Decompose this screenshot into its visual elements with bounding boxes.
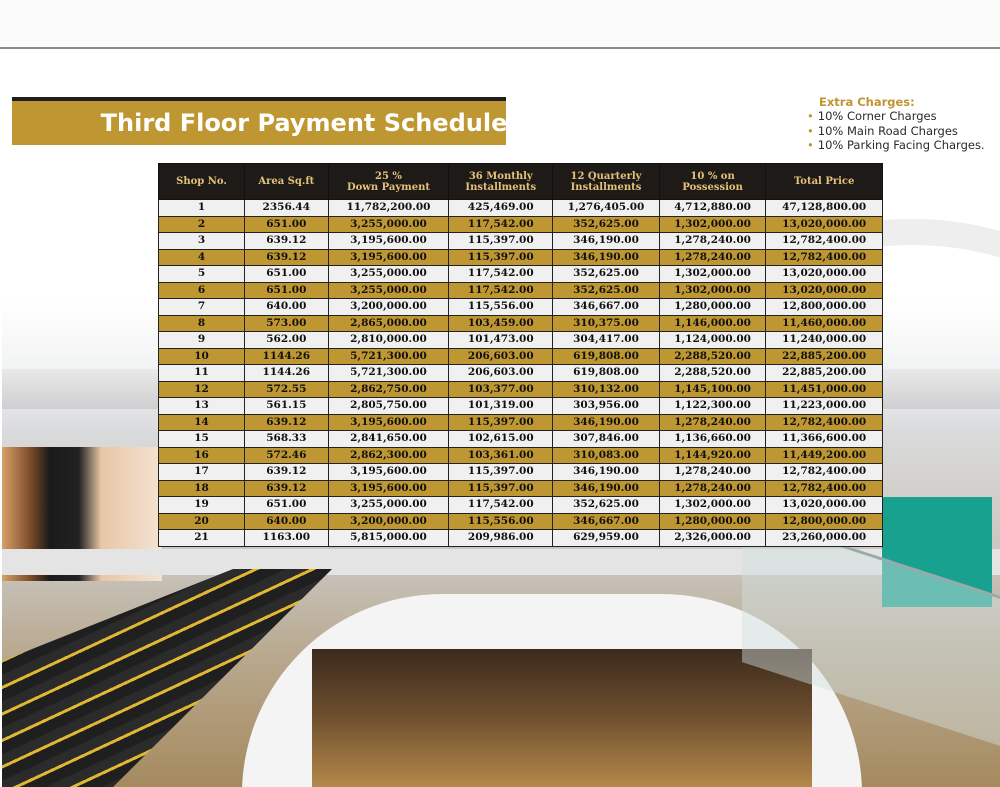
- table-cell: 1,278,240.00: [659, 480, 766, 497]
- table-cell: 651.00: [245, 266, 329, 283]
- table-cell: 1,302,000.00: [659, 216, 766, 233]
- table-cell: 352,625.00: [553, 216, 660, 233]
- brochure-page: [2, 49, 1000, 787]
- table-cell: 117,542.00: [449, 497, 553, 514]
- table-cell: 1144.26: [245, 348, 329, 365]
- table-cell: 5: [159, 266, 245, 283]
- table-cell: 3,255,000.00: [328, 282, 449, 299]
- table-cell: 20: [159, 513, 245, 530]
- table-cell: 11,460,000.00: [766, 315, 883, 332]
- table-cell: 18: [159, 480, 245, 497]
- table-cell: 12,800,000.00: [766, 299, 883, 316]
- table-cell: 651.00: [245, 497, 329, 514]
- table-cell: 572.55: [245, 381, 329, 398]
- table-cell: 640.00: [245, 299, 329, 316]
- table-cell: 11,449,200.00: [766, 447, 883, 464]
- table-row: [159, 315, 883, 332]
- table-cell: 639.12: [245, 464, 329, 481]
- table-cell: 1,136,660.00: [659, 431, 766, 448]
- table-cell: 1,124,000.00: [659, 332, 766, 349]
- table-cell: 115,397.00: [449, 249, 553, 266]
- table-cell: 101,319.00: [449, 398, 553, 415]
- table-cell: 11,782,200.00: [328, 200, 449, 217]
- table-cell: 22,885,200.00: [766, 365, 883, 382]
- table-cell: 102,615.00: [449, 431, 553, 448]
- table-cell: 115,397.00: [449, 464, 553, 481]
- table-cell: 11,240,000.00: [766, 332, 883, 349]
- table-cell: 561.15: [245, 398, 329, 415]
- table-cell: 103,377.00: [449, 381, 553, 398]
- column-header: 12 Quarterly Installments: [553, 164, 660, 200]
- table-cell: 11,366,600.00: [766, 431, 883, 448]
- table-cell: 2,288,520.00: [659, 348, 766, 365]
- table-cell: 12,782,400.00: [766, 233, 883, 250]
- table-row: [159, 398, 883, 415]
- bullet-icon: •: [807, 109, 814, 123]
- table-cell: 651.00: [245, 216, 329, 233]
- table-cell: 352,625.00: [553, 282, 660, 299]
- extra-charges-heading: Extra Charges:: [819, 95, 915, 109]
- column-header: 36 Monthly Installments: [449, 164, 553, 200]
- table-cell: 619,808.00: [553, 365, 660, 382]
- table-cell: 1: [159, 200, 245, 217]
- column-header: 10 % on Possession: [659, 164, 766, 200]
- table-row: [159, 431, 883, 448]
- table-cell: 8: [159, 315, 245, 332]
- table-cell: 12,782,400.00: [766, 249, 883, 266]
- table-cell: 5,721,300.00: [328, 348, 449, 365]
- table-cell: 117,542.00: [449, 266, 553, 283]
- table-cell: 1,144,920.00: [659, 447, 766, 464]
- table-cell: 3,200,000.00: [328, 299, 449, 316]
- table-row: [159, 332, 883, 349]
- table-cell: 13: [159, 398, 245, 415]
- table-cell: 13,020,000.00: [766, 497, 883, 514]
- table-cell: 346,190.00: [553, 414, 660, 431]
- table-cell: 3: [159, 233, 245, 250]
- table-cell: 346,667.00: [553, 299, 660, 316]
- table-cell: 346,190.00: [553, 249, 660, 266]
- table-cell: 11,451,000.00: [766, 381, 883, 398]
- extra-charge-item: • 10% Main Road Charges: [807, 123, 958, 138]
- table-cell: 3,255,000.00: [328, 266, 449, 283]
- table-cell: 4: [159, 249, 245, 266]
- table-cell: 23,260,000.00: [766, 530, 883, 547]
- column-header: Shop No.: [159, 164, 245, 200]
- table-cell: 2,288,520.00: [659, 365, 766, 382]
- table-cell: 115,556.00: [449, 513, 553, 530]
- table-cell: 1,278,240.00: [659, 464, 766, 481]
- table-cell: 639.12: [245, 233, 329, 250]
- table-cell: 3,195,600.00: [328, 233, 449, 250]
- table-row: [159, 299, 883, 316]
- top-margin: [0, 0, 1000, 48]
- table-cell: 101,473.00: [449, 332, 553, 349]
- table-cell: 619,808.00: [553, 348, 660, 365]
- table-cell: 3,195,600.00: [328, 249, 449, 266]
- table-cell: 14: [159, 414, 245, 431]
- table-cell: 2356.44: [245, 200, 329, 217]
- table-cell: 12,782,400.00: [766, 464, 883, 481]
- table-cell: 17: [159, 464, 245, 481]
- table-cell: 568.33: [245, 431, 329, 448]
- table-cell: 2: [159, 216, 245, 233]
- table-cell: 21: [159, 530, 245, 547]
- table-cell: 1,278,240.00: [659, 414, 766, 431]
- table-cell: 12,782,400.00: [766, 414, 883, 431]
- extra-charge-item: • 10% Parking Facing Charges.: [807, 138, 985, 152]
- table-cell: 6: [159, 282, 245, 299]
- table-cell: 346,190.00: [553, 480, 660, 497]
- table-cell: 2,805,750.00: [328, 398, 449, 415]
- table-cell: 1,278,240.00: [659, 249, 766, 266]
- table-cell: 346,667.00: [553, 513, 660, 530]
- table-cell: 4,712,880.00: [659, 200, 766, 217]
- table-cell: 5,721,300.00: [328, 365, 449, 382]
- table-cell: 12: [159, 381, 245, 398]
- table-cell: 206,603.00: [449, 365, 553, 382]
- table-cell: 1,280,000.00: [659, 299, 766, 316]
- table-row: [159, 497, 883, 514]
- table-row: [159, 381, 883, 398]
- table-row: [159, 282, 883, 299]
- extra-charge-item: • 10% Corner Charges: [807, 109, 937, 123]
- table-cell: 22,885,200.00: [766, 348, 883, 365]
- column-header: Area Sq.ft: [245, 164, 329, 200]
- table-cell: 11: [159, 365, 245, 382]
- table-cell: 1,278,240.00: [659, 233, 766, 250]
- table-row: [159, 530, 883, 547]
- table-cell: 2,862,300.00: [328, 447, 449, 464]
- table-cell: 3,195,600.00: [328, 464, 449, 481]
- table-cell: 1,146,000.00: [659, 315, 766, 332]
- table-cell: 13,020,000.00: [766, 216, 883, 233]
- table-cell: 9: [159, 332, 245, 349]
- table-row: [159, 447, 883, 464]
- table-cell: 12,800,000.00: [766, 513, 883, 530]
- table-cell: 47,128,800.00: [766, 200, 883, 217]
- table-cell: 13,020,000.00: [766, 266, 883, 283]
- table-cell: 2,810,000.00: [328, 332, 449, 349]
- table-body: [159, 200, 883, 547]
- table-cell: 562.00: [245, 332, 329, 349]
- column-header: Total Price: [766, 164, 883, 200]
- table-row: [159, 480, 883, 497]
- table-cell: 3,255,000.00: [328, 497, 449, 514]
- table-cell: 117,542.00: [449, 282, 553, 299]
- table-cell: 1144.26: [245, 365, 329, 382]
- table-cell: 3,195,600.00: [328, 414, 449, 431]
- table-cell: 303,956.00: [553, 398, 660, 415]
- table-cell: 12,782,400.00: [766, 480, 883, 497]
- table-cell: 19: [159, 497, 245, 514]
- table-row: [159, 216, 883, 233]
- bullet-icon: •: [807, 123, 814, 138]
- table-cell: 310,132.00: [553, 381, 660, 398]
- table-cell: 1,276,405.00: [553, 200, 660, 217]
- table-cell: 2,326,000.00: [659, 530, 766, 547]
- table-cell: 2,862,750.00: [328, 381, 449, 398]
- table-cell: 1,302,000.00: [659, 266, 766, 283]
- title-banner: [12, 101, 506, 145]
- extra-charges-box: [807, 95, 1000, 153]
- table-cell: 629,959.00: [553, 530, 660, 547]
- table-cell: 304,417.00: [553, 332, 660, 349]
- mall-lower-floor: [312, 649, 812, 787]
- table-cell: 13,020,000.00: [766, 282, 883, 299]
- table-cell: 1163.00: [245, 530, 329, 547]
- table-row: [159, 414, 883, 431]
- table-cell: 2,841,650.00: [328, 431, 449, 448]
- table-row: [159, 348, 883, 365]
- table-row: [159, 200, 883, 217]
- table-row: [159, 513, 883, 530]
- table-cell: 573.00: [245, 315, 329, 332]
- table-cell: 352,625.00: [553, 266, 660, 283]
- table-cell: 3,255,000.00: [328, 216, 449, 233]
- bullet-icon: •: [807, 138, 814, 152]
- table-cell: 639.12: [245, 480, 329, 497]
- table-cell: 346,190.00: [553, 464, 660, 481]
- table-cell: 1,302,000.00: [659, 497, 766, 514]
- table-cell: 115,397.00: [449, 480, 553, 497]
- table-cell: 640.00: [245, 513, 329, 530]
- table-cell: 651.00: [245, 282, 329, 299]
- table-cell: 352,625.00: [553, 497, 660, 514]
- table-cell: 639.12: [245, 249, 329, 266]
- payment-schedule-table: [158, 163, 883, 547]
- table-header: [159, 164, 883, 200]
- table-cell: 10: [159, 348, 245, 365]
- table-cell: 310,083.00: [553, 447, 660, 464]
- table-cell: 115,397.00: [449, 414, 553, 431]
- table-cell: 206,603.00: [449, 348, 553, 365]
- table-cell: 15: [159, 431, 245, 448]
- table-cell: 103,361.00: [449, 447, 553, 464]
- table-cell: 1,302,000.00: [659, 282, 766, 299]
- table-cell: 115,397.00: [449, 233, 553, 250]
- table-cell: 11,223,000.00: [766, 398, 883, 415]
- table-row: [159, 464, 883, 481]
- page-title: Third Floor Payment Schedule: [100, 109, 508, 137]
- table-cell: 346,190.00: [553, 233, 660, 250]
- table-row: [159, 365, 883, 382]
- table-row: [159, 266, 883, 283]
- table-cell: 115,556.00: [449, 299, 553, 316]
- table-row: [159, 233, 883, 250]
- table-cell: 1,122,300.00: [659, 398, 766, 415]
- table-cell: 103,459.00: [449, 315, 553, 332]
- table-cell: 425,469.00: [449, 200, 553, 217]
- table-cell: 639.12: [245, 414, 329, 431]
- column-header: 25 % Down Payment: [328, 164, 449, 200]
- table-cell: 209,986.00: [449, 530, 553, 547]
- table-header-row: [159, 164, 883, 200]
- table-row: [159, 249, 883, 266]
- table-cell: 310,375.00: [553, 315, 660, 332]
- table-cell: 2,865,000.00: [328, 315, 449, 332]
- table-cell: 117,542.00: [449, 216, 553, 233]
- table-cell: 572.46: [245, 447, 329, 464]
- table-cell: 1,280,000.00: [659, 513, 766, 530]
- table-cell: 307,846.00: [553, 431, 660, 448]
- table-cell: 3,195,600.00: [328, 480, 449, 497]
- table-cell: 1,145,100.00: [659, 381, 766, 398]
- table-cell: 7: [159, 299, 245, 316]
- table-cell: 5,815,000.00: [328, 530, 449, 547]
- table-cell: 3,200,000.00: [328, 513, 449, 530]
- table-cell: 16: [159, 447, 245, 464]
